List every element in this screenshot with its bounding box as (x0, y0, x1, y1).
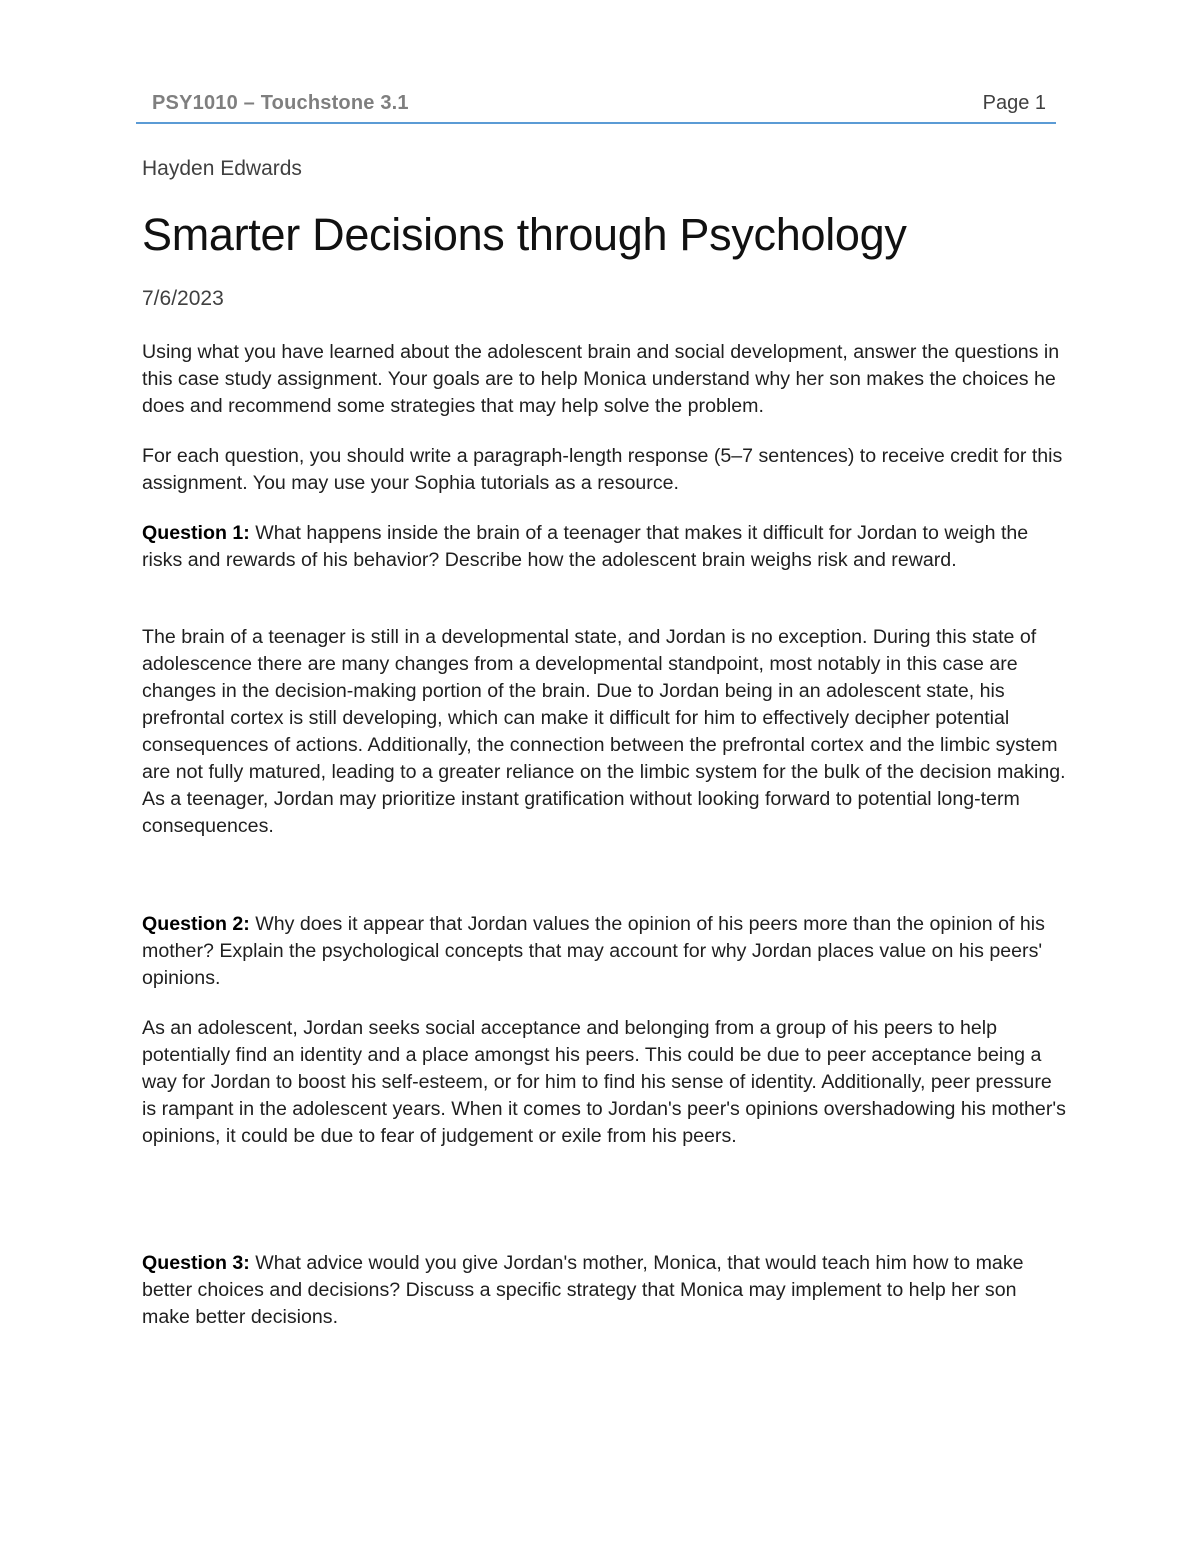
question-2 (142, 911, 1067, 992)
answer-1: The brain of a teenager is still in a developmental state, and Jordan is no exception. During this state of adolescence there are many changes from a developmental standpoint, most notably in this case are changes in the decision-making portion of the brain. Due to Jordan being in an adolescent state, his prefrontal cortex is still developing, which can make it difficult for him to effectively decipher potential consequences of actions. Additionally, the connection between the prefrontal cortex and the limbic system are not fully matured, leading to a greater reliance on the limbic system for the bulk of the decision making. As a teenager, Jordan may prioritize instant gratification without looking forward to potential long-term consequences. (142, 626, 1066, 837)
author-name: Hayden Edwards (142, 157, 302, 180)
question-2-prompt: Why does it appear that Jordan values the opinion of his peers more than the opinion of his mother? Explain the psychological concepts that may account for why Jordan places value on his peers' opinions. (142, 913, 1045, 989)
document-title: Smarter Decisions through Psychology (142, 209, 907, 260)
question-1 (142, 520, 1067, 574)
question-2-label: Question 2: (142, 913, 250, 935)
question-3-label: Question 3: (142, 1252, 250, 1274)
question-1-label: Question 1: (142, 522, 250, 544)
question-3 (142, 1250, 1067, 1331)
question-1-prompt: What happens inside the brain of a teenager that makes it difficult for Jordan to weigh the risks and rewards of his behavior? Describe how the adolescent brain weighs risk and reward. (142, 522, 1029, 571)
answer-2: As an adolescent, Jordan seeks social acceptance and belonging from a group of his peers to help potentially find an identity and a place amongst his peers. This could be due to peer acceptance being a way for Jordan to boost his self-esteem, or for him to find his sense of identity. Additionally, peer pressure is rampant in the adolescent years. When it comes to Jordan's peer's opinions overshadowing his mother's opinions, it could be due to fear of judgement or exile from his peers. (142, 1017, 1066, 1147)
page-number: Page 1 (982, 92, 1046, 114)
intro-paragraph-1: Using what you have learned about the adolescent brain and social development, answer the questions in this case study assignment. Your goals are to help Monica understand why her son makes the choices he does and recommend some strategies that may help solve the problem. (142, 341, 1060, 417)
course-header: PSY1010 – Touchstone 3.1 (152, 92, 409, 114)
question-3-prompt: What advice would you give Jordan's mother, Monica, that would teach him how to make better choices and decisions? Discuss a specific strategy that Monica may implement to help her son make better decisions. (142, 1252, 1024, 1328)
intro-paragraph-2: For each question, you should write a paragraph-length response (5–7 sentences) to receive credit for this assignment. You may use your Sophia tutorials as a resource. (142, 445, 1063, 494)
document-date: 7/6/2023 (142, 287, 224, 310)
page-header (136, 88, 1056, 124)
